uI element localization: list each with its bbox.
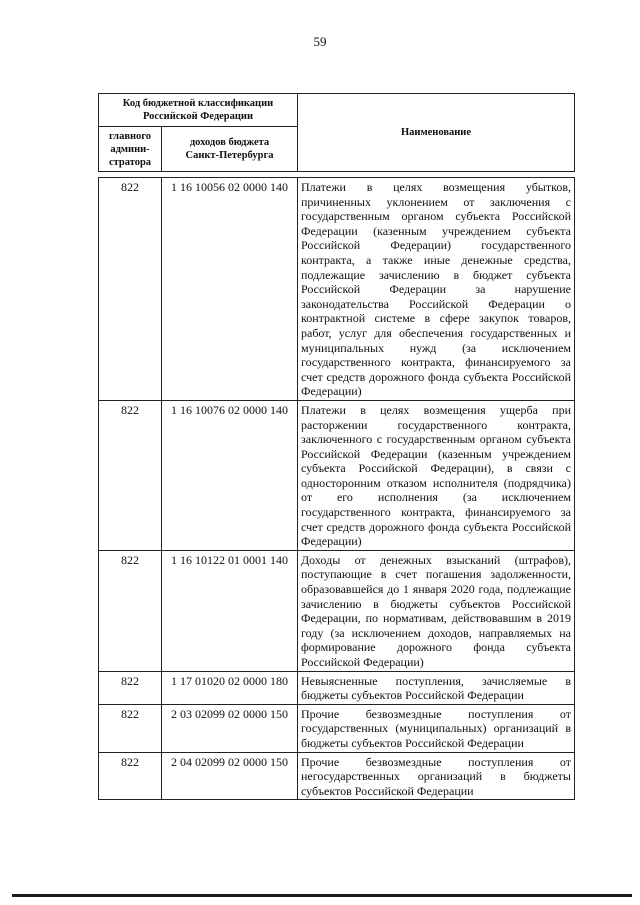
- admin-code: 822: [99, 704, 162, 752]
- income-code: 2 03 02099 02 0000 150: [162, 704, 298, 752]
- income-code: 1 16 10056 02 0000 140: [162, 178, 298, 401]
- header-group-title: Код бюджетной классификации Российской Федерации: [99, 94, 298, 127]
- income-name: Прочие безвозмездные поступления от государственных (муниципальных) организаций в бюджеты субъектов Российской Федерации: [298, 704, 575, 752]
- table-row: [99, 550, 575, 671]
- table-row: [99, 704, 575, 752]
- income-code: 1 16 10076 02 0000 140: [162, 400, 298, 550]
- income-name: Платежи в целях возмещения ущерба при расторжении государственного контракта, заключенного с государственным органом субъекта Российской Федерации (казенным учреждением субъекта Российской Федерации), в связи с односторонним отказом исполнителя (подрядчика) от его исполнения (за исключением государственного контракта, финансируемого за счет средств дорожного фонда субъекта Российской Федерации): [298, 400, 575, 550]
- income-code: 1 16 10122 01 0001 140: [162, 550, 298, 671]
- admin-code: 822: [99, 550, 162, 671]
- admin-code: 822: [99, 671, 162, 704]
- income-name: Невыясненные поступления, зачисляемые в бюджеты субъектов Российской Федерации: [298, 671, 575, 704]
- page-number: 59: [313, 34, 327, 49]
- body-table: [98, 177, 575, 800]
- header-row-top: [99, 94, 575, 127]
- table-row: [99, 752, 575, 800]
- table-row: [99, 400, 575, 550]
- header-table: [98, 93, 575, 172]
- income-name: Доходы от денежных взысканий (штрафов), поступающие в счет погашения задолженности, образовавшейся до 1 января 2020 года, подлежащие зачислению в бюджеты субъектов Российской Федерации, по нормативам, действовавшим в 2019 году (за исключением доходов, направляемых на формирование дорожного фонда субъекта Российской Федерации): [298, 550, 575, 671]
- income-name: Прочие безвозмездные поступления от негосударственных организаций в бюджеты субъектов Российской Федерации: [298, 752, 575, 800]
- header-col-admin: главного админи-стратора: [99, 127, 162, 172]
- admin-code: 822: [99, 400, 162, 550]
- income-code: 1 17 01020 02 0000 180: [162, 671, 298, 704]
- header-col-income: доходов бюджета Санкт-Петербурга: [162, 127, 298, 172]
- table-body: [99, 178, 575, 800]
- table-row: [99, 671, 575, 704]
- income-name: Платежи в целях возмещения убытков, причиненных уклонением от заключения с государственным органом субъекта Российской Федерации (казенным учреждением субъекта Российской Федерации) государственного контракта, а также иные денежные средства, подлежащие зачислению в бюджет субъекта Российской Федерации за нарушение законодательства Российской Федерации о контрактной системе в сфере закупок товаров, работ, услуг для обеспечения государственных и муниципальных нужд (за исключением государственного контракта, финансируемого за счет средств дорожного фонда субъекта Российской Федерации): [298, 178, 575, 401]
- admin-code: 822: [99, 752, 162, 800]
- table-row: [99, 178, 575, 401]
- page-bottom-rule: [12, 894, 632, 897]
- admin-code: 822: [99, 178, 162, 401]
- header-col-name: Наименование: [298, 94, 575, 172]
- income-code: 2 04 02099 02 0000 150: [162, 752, 298, 800]
